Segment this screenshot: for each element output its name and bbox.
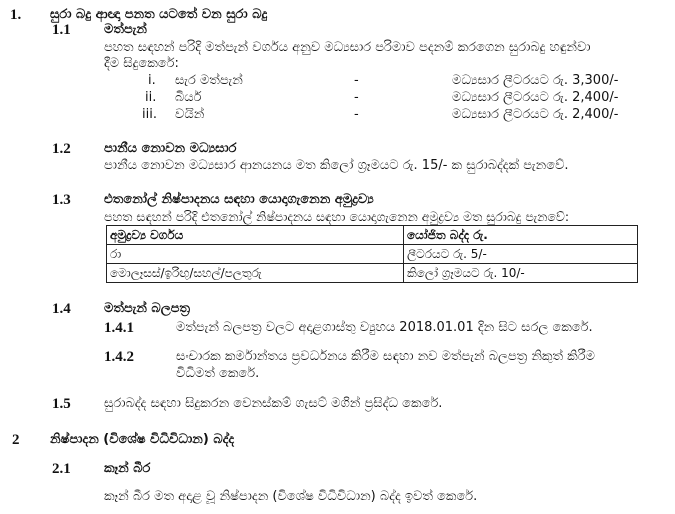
table-header-duty: යෝජිත බද්ද රු. [404, 226, 638, 245]
section-1-2-number: 1.2 [52, 141, 71, 157]
section-1-2-text: පානීය නොවන මධ්‍යසාර ආනයනය මත කිලෝ ග්‍රෑමයට රු. 15/- ක සුරාබද්දක් පැනවේ. [104, 158, 569, 173]
liquor-item-basis: මධ්‍යසාර ලීටරයට රු. 2,400/- [452, 107, 619, 122]
liquor-item-name: සැර මත්පැන් [175, 73, 243, 88]
liquor-item-name: බියර් [175, 90, 202, 105]
table-row [107, 245, 638, 264]
section-1-4-2-number: 1.4.2 [104, 349, 134, 365]
liquor-item-roman: iii. [142, 107, 157, 122]
section-1-title: සුරා බදු ආඥා පනත යටතේ වන සුරා බදු [50, 7, 268, 22]
liquor-item-roman: i. [148, 73, 156, 88]
table-header-material: අමුද්‍රව්‍ය වර්ගය [107, 226, 404, 245]
section-1-1-title: මත්පැන් [104, 22, 147, 37]
liquor-item-basis: මධ්‍යසාර ලීටරයට රු. 3,300/- [452, 73, 619, 88]
liquor-item-roman: ii. [145, 90, 157, 105]
liquor-item-name: වයින් [175, 107, 205, 122]
table-cell-material: රා [107, 245, 404, 264]
section-2-1-number: 2.1 [52, 461, 71, 477]
table-cell-duty: ලීටරයට රු. 5/- [404, 245, 638, 264]
section-1-4-title: මත්පැන් බලපත්‍ර [104, 301, 190, 316]
section-1-4-1-text: මත්පැන් බලපත්‍ර වලට අදාළගාස්තු ව්‍යුහය 2018.01.01 දින සිට සරල කෙරේ. [176, 320, 593, 335]
section-1-3-intro: පහත සඳහන් පරිදි එතනෝල් නිෂ්පාදනය සඳහා යොදාගැනෙන අමුද්‍රව්‍ය මත සුරාබදු පැනවේ: [104, 209, 570, 224]
section-1-4-number: 1.4 [52, 301, 71, 317]
section-1-3-number: 1.3 [52, 192, 71, 208]
liquor-item-dash: - [354, 107, 359, 122]
liquor-item-dash: - [354, 73, 359, 88]
section-1-2-title: පානීය නොවන මධ්‍යසාර [104, 141, 237, 156]
section-1-1-intro-line-1: පහත සඳහන් පරිදි මත්පැන් වර්ගය අනුව මධ්‍යසාර පරිමාව පදනම් කරගෙන සුරාබදු හඳුන්වා [104, 40, 591, 55]
section-1-3-title: එතනෝල් නිෂ්පාදනය සඳහා යොදාගැනෙන අමුද්‍රව්‍ය [104, 192, 374, 207]
liquor-item-dash: - [354, 90, 359, 105]
liquor-item-basis: මධ්‍යසාර ලීටරයට රු. 2,400/- [452, 90, 619, 105]
table-header-row [107, 226, 638, 245]
section-1-1-intro-line-2: දීම සිදුකෙරේ: [104, 56, 179, 71]
section-1-5-text: සුරාබද්ද සඳහා සිදුකරන වෙනස්කම් ගැසට් මගින් ප්‍රසිද්ධ කෙරේ. [104, 396, 443, 411]
raw-materials-table [106, 225, 638, 283]
section-2-1-title: කෑන් බීර [104, 461, 151, 476]
section-2-number: 2 [12, 432, 20, 448]
section-1-1-number: 1.1 [52, 22, 71, 38]
section-1-number: 1. [10, 7, 22, 23]
section-1-4-2-text-line-1: සංචාරක කර්මාන්තය ප්‍රවර්ධනය කිරීම සඳහා නව මත්පැන් බලපත්‍ර නිකුත් කිරීම [176, 349, 595, 364]
section-1-4-2-text-line-2: විධිමත් කෙරේ. [176, 366, 260, 381]
section-1-4-1-number: 1.4.1 [104, 320, 134, 336]
section-2-title: නිෂ්පාදන (විශේෂ විධිවිධාන) බද්ද [50, 432, 235, 447]
table-row [107, 264, 638, 283]
table-cell-duty: කිලෝ ග්‍රෑමයට රු. 10/- [404, 264, 638, 283]
table-cell-material: මොලෑසස්/ඉරිඟු/සහල්/පලතුරු [107, 264, 404, 283]
section-1-5-number: 1.5 [52, 396, 71, 412]
section-2-1-text: කෑන් බීර මත අදාළ වූ නිෂ්පාදන (විශේෂ විධිවිධාන) බද්ද ඉවත් කෙරේ. [104, 489, 478, 504]
